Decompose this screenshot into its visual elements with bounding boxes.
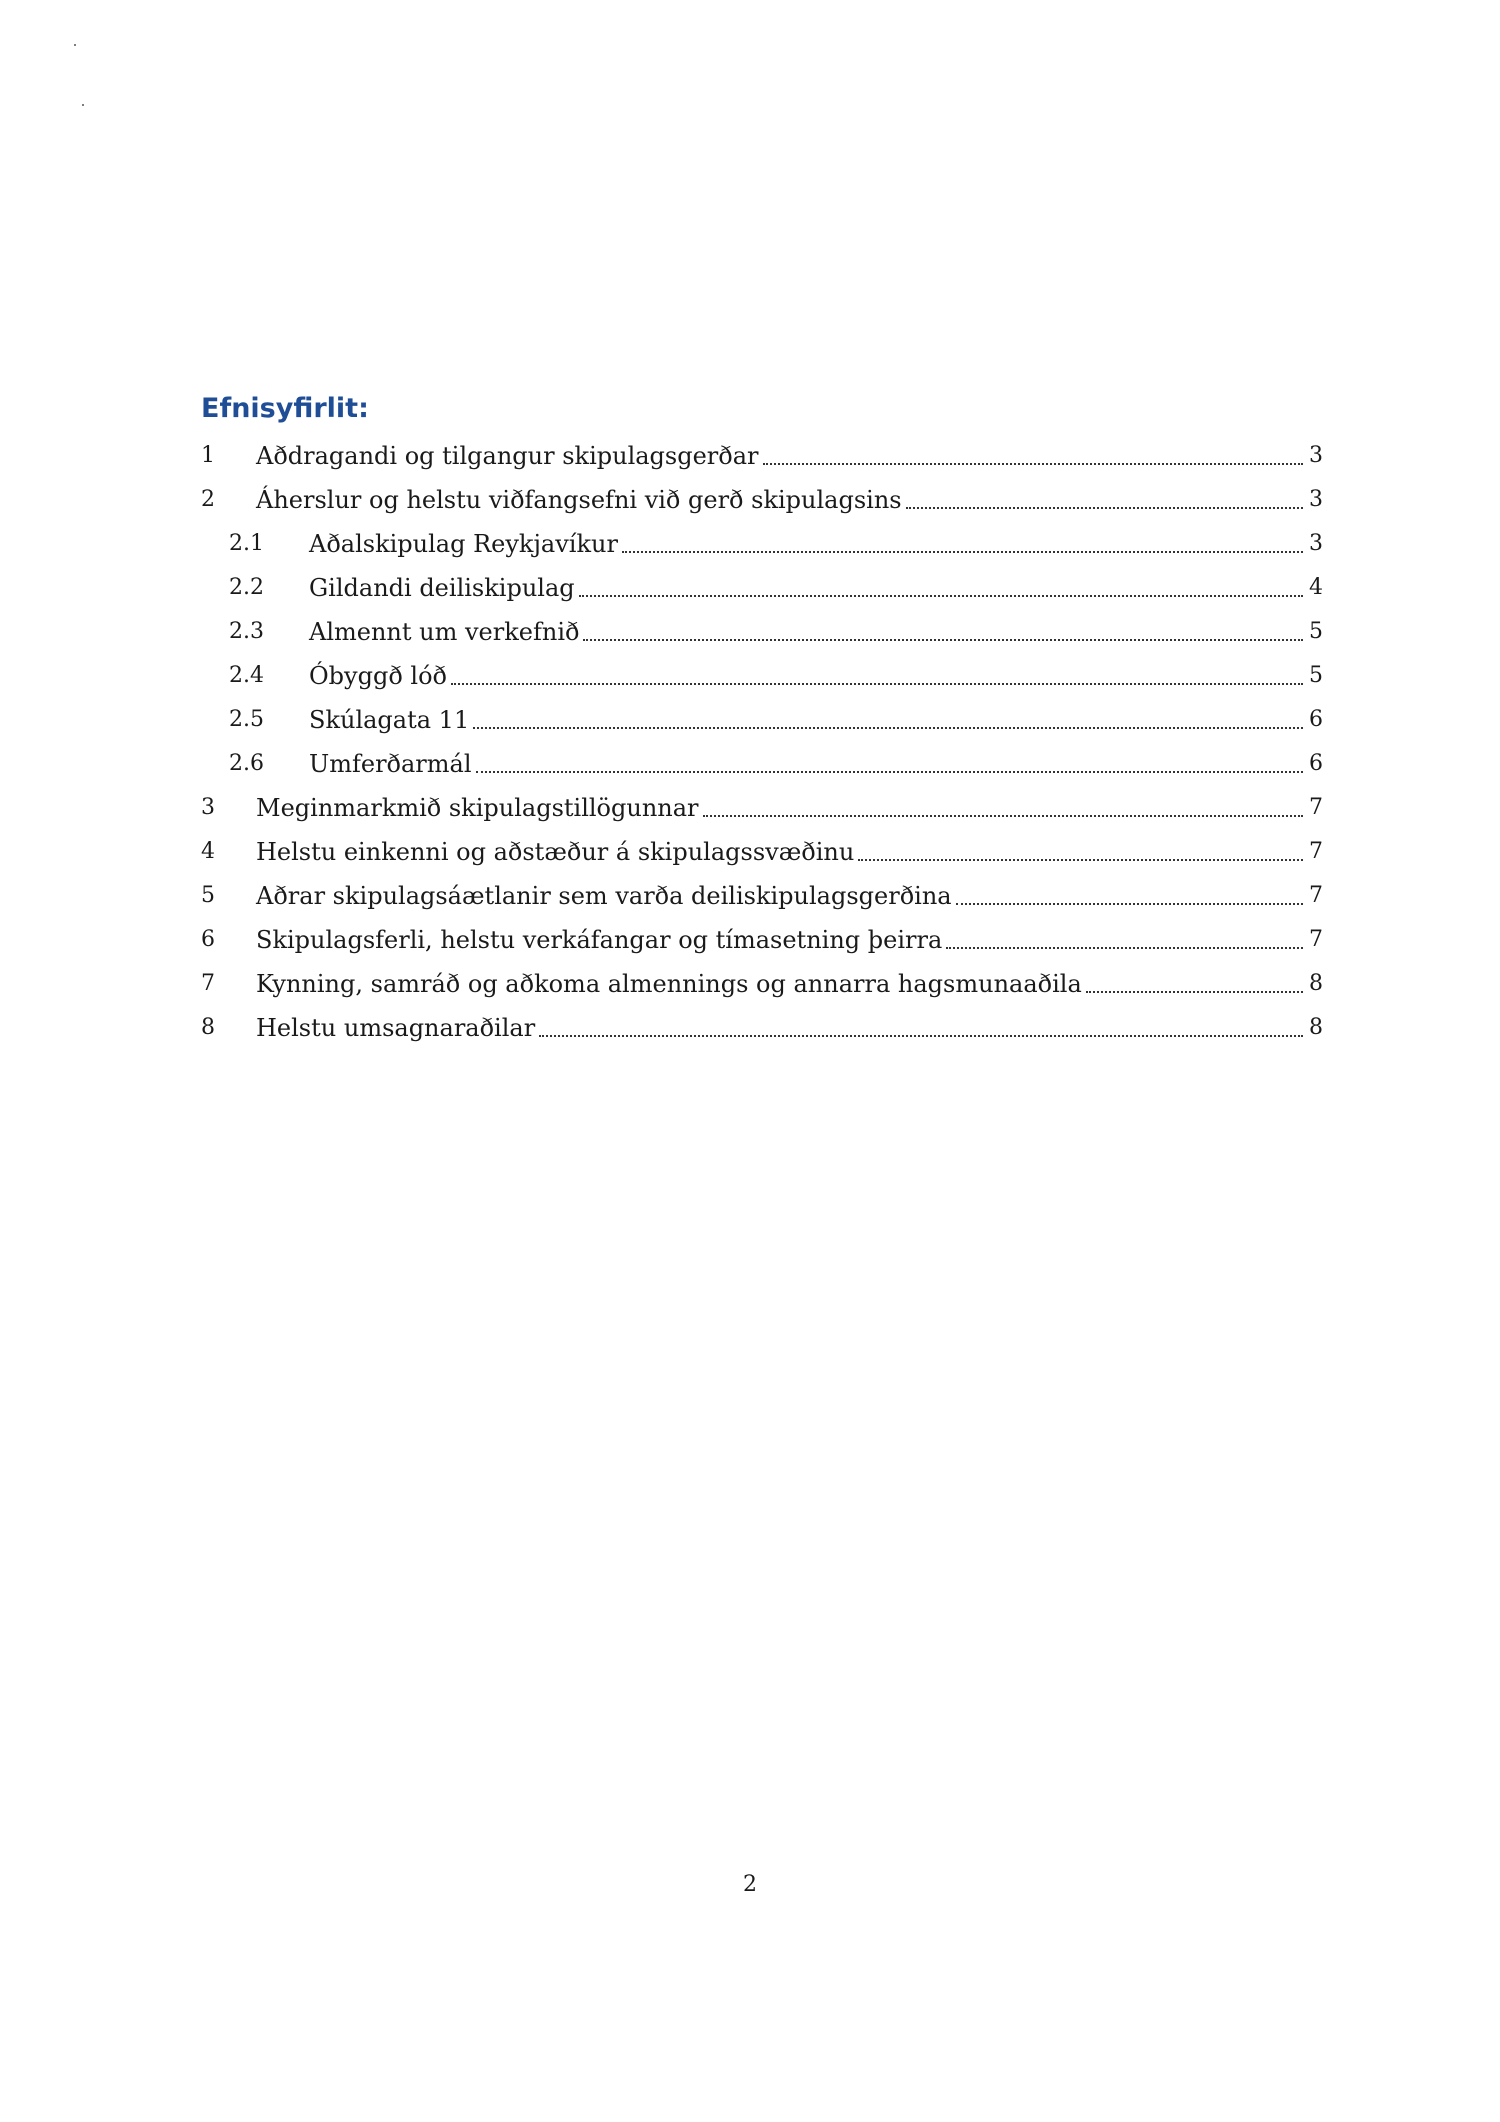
toc-entry-label: Kynning, samráð og aðkoma almennings og annarra hagsmunaaðila xyxy=(256,970,1082,998)
toc-entry-page: 5 xyxy=(1309,619,1323,644)
toc-dot-leader xyxy=(473,727,1303,729)
toc-dot-leader xyxy=(539,1035,1303,1037)
toc-entry-page: 7 xyxy=(1309,795,1323,820)
toc-entry[interactable] xyxy=(201,786,1323,830)
toc-dot-leader xyxy=(476,771,1303,773)
toc-entry-number: 1 xyxy=(201,443,215,468)
toc-entry[interactable] xyxy=(201,522,1323,566)
toc-dot-leader xyxy=(1086,991,1303,993)
toc-entry-page: 7 xyxy=(1309,927,1323,952)
toc-entry-label: Aðdragandi og tilgangur skipulagsgerðar xyxy=(256,442,759,470)
toc-entry-number: 2.5 xyxy=(229,707,264,732)
toc-entry-number: 3 xyxy=(201,795,215,820)
toc-dot-leader xyxy=(763,463,1304,465)
toc-title: Efnisyfirlit: xyxy=(201,393,369,424)
table-of-contents xyxy=(201,392,1323,1050)
toc-entry-label: Helstu einkenni og aðstæður á skipulagssvæðinu xyxy=(256,838,855,866)
toc-entry-label: Almennt um verkefnið xyxy=(309,618,580,646)
toc-entry-number: 2 xyxy=(201,487,215,512)
toc-dot-leader xyxy=(451,683,1303,685)
toc-entry-page: 7 xyxy=(1309,839,1323,864)
toc-entry-label: Óbyggð lóð xyxy=(309,662,447,690)
toc-entry-page: 7 xyxy=(1309,883,1323,908)
toc-entry-number: 2.4 xyxy=(229,663,264,688)
toc-entry-page: 8 xyxy=(1309,971,1323,996)
toc-dot-leader xyxy=(956,903,1303,905)
toc-entry-number: 6 xyxy=(201,927,215,952)
toc-entry-label: Meginmarkmið skipulagstillögunnar xyxy=(256,794,699,822)
toc-entry-page: 3 xyxy=(1309,487,1323,512)
toc-entry-label: Umferðarmál xyxy=(309,750,472,778)
scan-speck xyxy=(82,104,84,106)
toc-dot-leader xyxy=(946,947,1303,949)
toc-entry[interactable] xyxy=(201,654,1323,698)
toc-entry-label: Skúlagata 11 xyxy=(309,706,470,734)
toc-entry-label: Aðrar skipulagsáætlanir sem varða deiliskipulagsgerðina xyxy=(256,882,952,910)
toc-entry-number: 2.3 xyxy=(229,619,264,644)
toc-entry-number: 5 xyxy=(201,883,215,908)
toc-dot-leader xyxy=(858,859,1303,861)
toc-entry-number: 2.2 xyxy=(229,575,264,600)
toc-entry-number: 2.6 xyxy=(229,751,264,776)
scan-speck xyxy=(74,44,76,46)
toc-entry[interactable] xyxy=(201,742,1323,786)
toc-entry[interactable] xyxy=(201,434,1323,478)
toc-entry-page: 6 xyxy=(1309,751,1323,776)
toc-entry-page: 8 xyxy=(1309,1015,1323,1040)
toc-entry[interactable] xyxy=(201,478,1323,522)
page-number: 2 xyxy=(743,1872,757,1897)
toc-dot-leader xyxy=(583,639,1303,641)
toc-entry[interactable] xyxy=(201,1006,1323,1050)
toc-entry[interactable] xyxy=(201,918,1323,962)
toc-entry-page: 3 xyxy=(1309,443,1323,468)
toc-entry[interactable] xyxy=(201,698,1323,742)
toc-entry-page: 3 xyxy=(1309,531,1323,556)
toc-entry[interactable] xyxy=(201,962,1323,1006)
toc-entry[interactable] xyxy=(201,830,1323,874)
toc-entry-label: Gildandi deiliskipulag xyxy=(309,574,575,602)
toc-entry[interactable] xyxy=(201,874,1323,918)
toc-entry-number: 7 xyxy=(201,971,215,996)
toc-entry-label: Aðalskipulag Reykjavíkur xyxy=(309,530,618,558)
toc-dot-leader xyxy=(579,595,1303,597)
toc-entry-page: 5 xyxy=(1309,663,1323,688)
toc-entry-label: Áherslur og helstu viðfangsefni við gerð skipulagsins xyxy=(256,486,902,514)
toc-entry-label: Skipulagsferli, helstu verkáfangar og tímasetning þeirra xyxy=(256,926,943,954)
toc-entry-page: 6 xyxy=(1309,707,1323,732)
toc-entry-number: 4 xyxy=(201,839,215,864)
toc-entry-page: 4 xyxy=(1309,575,1323,600)
toc-entry-number: 2.1 xyxy=(229,531,264,556)
toc-dot-leader xyxy=(622,551,1303,553)
toc-dot-leader xyxy=(703,815,1303,817)
toc-entry-label: Helstu umsagnaraðilar xyxy=(256,1014,536,1042)
toc-dot-leader xyxy=(906,507,1303,509)
toc-list xyxy=(201,434,1323,1050)
toc-entry[interactable] xyxy=(201,610,1323,654)
toc-entry[interactable] xyxy=(201,566,1323,610)
toc-entry-number: 8 xyxy=(201,1015,215,1040)
